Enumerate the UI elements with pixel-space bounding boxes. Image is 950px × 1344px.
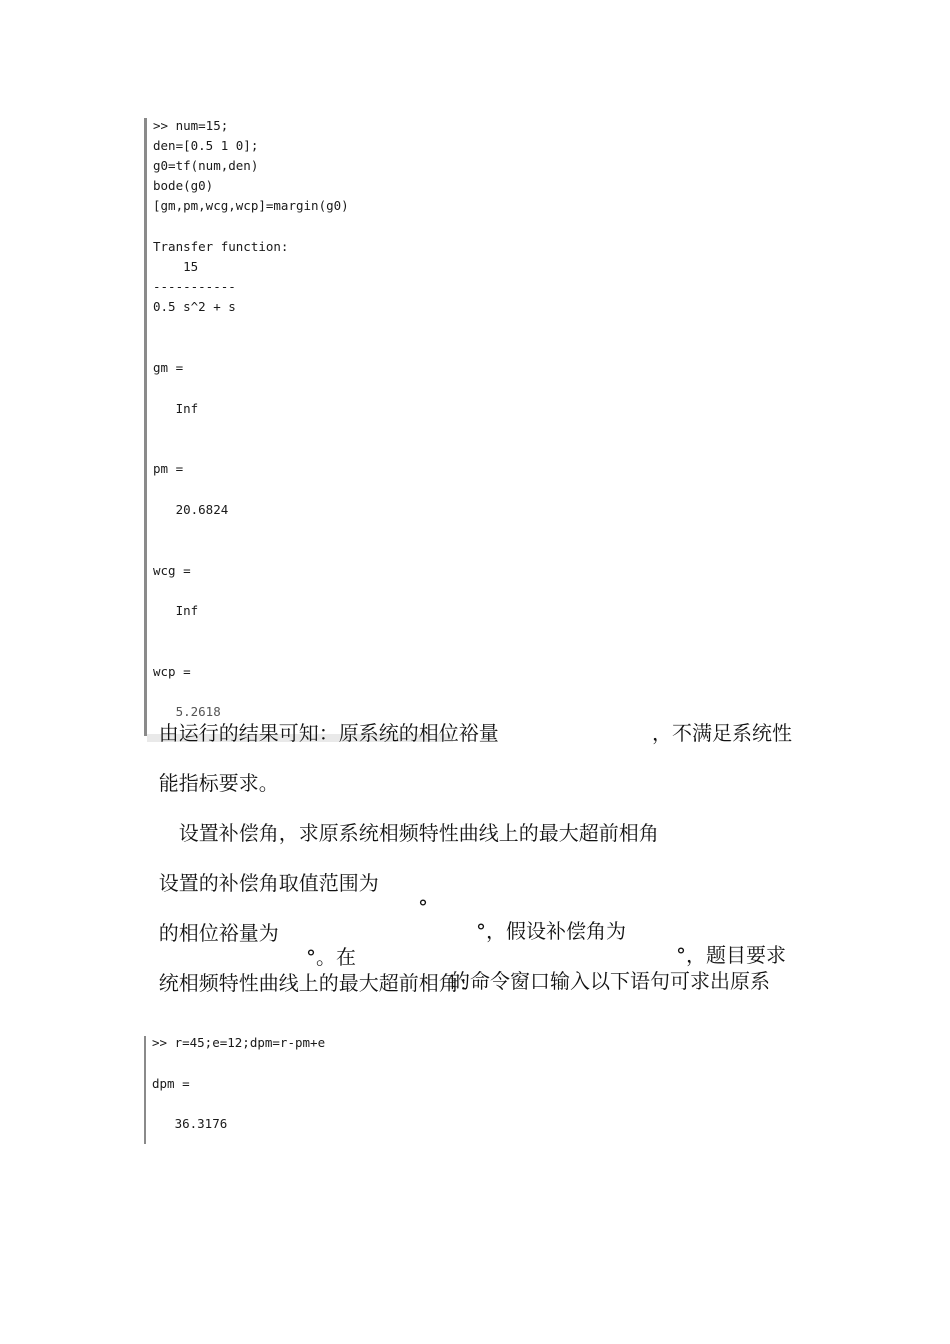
paragraph-1-line-1 bbox=[146, 697, 808, 745]
paragraph-text: 统相频特性曲线上的最大超前相角： bbox=[158, 971, 479, 995]
console-line: g0=tf(num,den) bbox=[153, 158, 259, 173]
paragraph-5 bbox=[146, 947, 808, 995]
console-line: Inf bbox=[153, 401, 199, 416]
console-line: pm = bbox=[153, 461, 184, 476]
console-line: [gm,pm,wcg,wcp]=margin(g0) bbox=[153, 198, 349, 213]
paragraph-text: °，假设补偿角为 bbox=[476, 919, 626, 943]
paragraph-text: 设置的补偿角取值范围为 bbox=[158, 871, 379, 895]
degree-symbol: ° bbox=[418, 895, 428, 919]
console-line: Transfer function: bbox=[153, 239, 289, 254]
console-line: bode(g0) bbox=[153, 178, 214, 193]
console-output-1 bbox=[144, 118, 453, 736]
console-line: >> num=15; bbox=[153, 118, 229, 133]
console-line: 5.2618 bbox=[153, 704, 221, 719]
console-line: 20.6824 bbox=[153, 502, 229, 517]
console-line: 15 bbox=[153, 259, 199, 274]
console-line: dpm = bbox=[152, 1076, 190, 1091]
console-line: 36.3176 bbox=[152, 1116, 228, 1131]
console-line: wcp = bbox=[153, 664, 191, 679]
paragraph-text: 能指标要求。 bbox=[158, 771, 279, 795]
console-line: den=[0.5 1 0]; bbox=[153, 138, 259, 153]
console-output-2 bbox=[144, 1036, 406, 1144]
console-line: Inf bbox=[153, 603, 199, 618]
paragraph-2 bbox=[166, 797, 828, 845]
console-line: >> r=45;e=12;dpm=r-pm+e bbox=[152, 1035, 326, 1050]
paragraph-text: °。在 bbox=[306, 945, 356, 969]
paragraph-1-line-2 bbox=[146, 747, 808, 795]
console-line: gm = bbox=[153, 360, 184, 375]
console-line: 0.5 s^2 + s bbox=[153, 299, 236, 314]
paragraph-text: 设置补偿角，求原系统相频特性曲线上的最大超前相角 bbox=[178, 821, 659, 845]
paragraph-text: 的相位裕量为 bbox=[158, 921, 279, 945]
paragraph-text: 由运行的结果可知：原系统的相位裕量 bbox=[158, 721, 499, 745]
paragraph-text: 的命令窗口输入以下语句可求出原系 bbox=[450, 969, 770, 993]
console-line: ----------- bbox=[153, 279, 236, 294]
paragraph-text: °，题目要求 bbox=[676, 943, 786, 967]
console-line: wcg = bbox=[153, 563, 191, 578]
paragraph-text: ，不满足系统性 bbox=[652, 721, 792, 745]
